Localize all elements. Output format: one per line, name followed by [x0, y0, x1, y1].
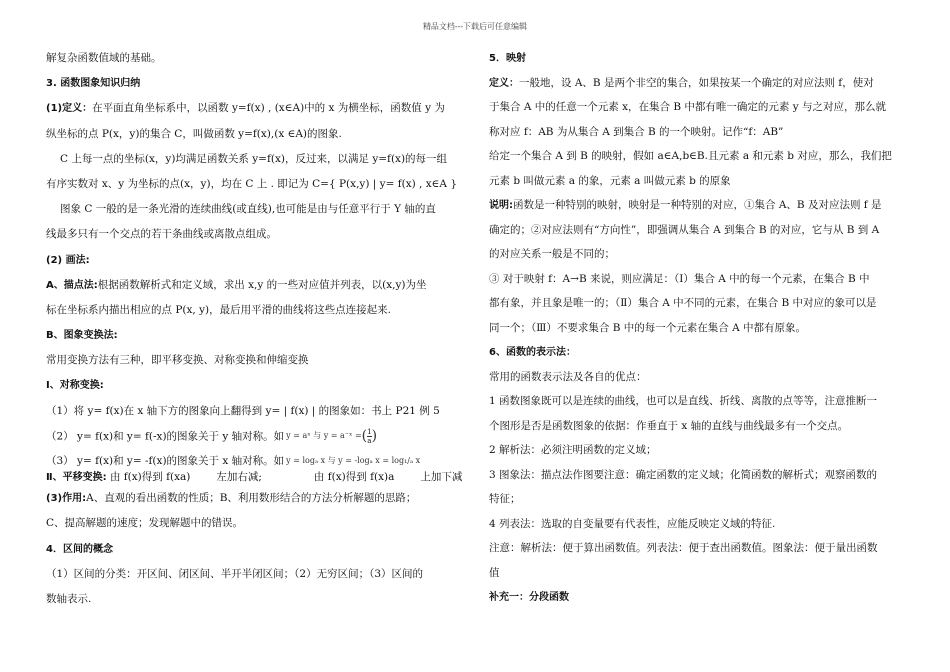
- text-line: 线最多只有一个交点的若干条曲线或离散点组成。: [46, 228, 277, 241]
- text-line: 3 图象法：描点法作图要注意：确定函数的定义域；化简函数的解析式；观察函数的: [489, 468, 878, 481]
- text-line: C、提高解题的速度；发现解题中的错误。: [46, 517, 244, 530]
- text-line: 1 函数图象既可以是连续的曲线，也可以是直线、折线、离散的点等等，注意推断一: [489, 395, 878, 407]
- formula: y = aˣ 与 y = a⁻ˣ =: [286, 431, 362, 441]
- text-line: 给定一个集合 A 到 B 的映射，假如 a∈A,b∈B.且元素 a 和元素 b 对应，那么，我们把: [489, 150, 892, 162]
- symmetry-example-2: （2） y= f(x)和 y= f(-x)的图象关于 y 轴对称。如 y = aˣ 与 y = a⁻ˣ =( $\frac{1}{a}$ ): [46, 427, 378, 445]
- effect-paragraph: (3)作用:A、直观的看出函数的性质；B、利用数形结合的方法分析解题的思路；: [46, 492, 417, 505]
- formula: y = logₐ x 与 y = -logₐ x = log₁/ₐ x: [286, 456, 421, 465]
- text-line: 数轴表示.: [46, 592, 92, 605]
- text-line: 都有象，并且象是唯一的；（Ⅱ）集合 A 中不同的元素，在集合 B 中对应的象可以是: [489, 297, 877, 309]
- text-line: 于集合 A 中的任意一个元素 x，在集合 B 中都有唯一确定的元素 y 与之对应，那么就: [489, 101, 887, 113]
- drawing-method-title: (2) 画法:: [46, 254, 90, 266]
- text-line: 标在坐标系内描出相应的点 P(x, y)，最后用平滑的曲线将这些点连接起来.: [46, 303, 391, 316]
- text-line: 个图形是否是函数图象的依据：作垂直于 x 轴的直线与曲线最多有一个交点。: [489, 419, 849, 432]
- text-line: 的对应关系一般是不同的；: [489, 248, 615, 260]
- text-line: 同一个；（Ⅲ）不要求集合 B 中的每一个元素在集合 A 中都有原象。: [489, 321, 807, 334]
- point-plot-label: A、描点法:: [46, 279, 98, 291]
- text-line: 常用变换方法有三种，即平移变换、对称变换和伸缩变换: [46, 354, 309, 367]
- section-3-title: 3. 函数图象知识归纳: [46, 78, 141, 90]
- text-line: 有序实数对 x、y 为坐标的点(x，y)，均在 C 上 . 即记为 C={ P(x,y) | y= f(x) , x∈A }: [46, 177, 458, 190]
- mapping-definition: 定义：一般地，设 A、B 是两个非空的集合，如果按某一个确定的对应法则 f，使对: [489, 76, 874, 89]
- text-line: 称对应 f：AB 为从集合 A 到集合 B 的一个映射。记作“f：AB”: [489, 125, 784, 138]
- text-line: 特征；: [489, 493, 521, 505]
- note-paragraph: 说明:函数是一种特别的映射，映射是一种特别的对应，①集合 A、B 及对应法则 f 是: [489, 199, 882, 211]
- text-line: 注意：解析法：便于算出函数值。列表法：便于查出函数值。图象法：便于量出函数: [489, 542, 878, 554]
- left-column: [46, 46, 463, 612]
- text-line: ③ 对于映射 f：A→B 来说，则应满足：（Ⅰ）集合 A 中的每一个元素，在集合 B 中: [489, 272, 870, 285]
- text-line: 值: [489, 566, 500, 579]
- definition-label: (1)定义：: [46, 103, 93, 115]
- symmetry-example-3: （3） y= f(x)和 y= -f(x)的图象关于 x 轴对称。如 y = logₐ x 与 y = -logₐ x = log₁/ₐ x: [46, 455, 421, 467]
- fraction: $\frac{1}{a}$: [367, 427, 372, 445]
- text-line: 4 列表法：选取的自变量要有代表性，应能反映定义域的特征.: [489, 517, 776, 530]
- text-line: C 上每一点的坐标(x，y)均满足函数关系 y=f(x)，反过来，以满足 y=f(x)的每一组: [60, 152, 448, 165]
- text-line: 纵坐标的点 P(x，y)的集合 C，叫做函数 y=f(x),(x ∈A)的图象.: [46, 127, 342, 140]
- definition-paragraph: (1)定义：在平面直角坐标系中，以函数 y=f(x) , (x∈A)中的 x 为横坐标，函数值 y 为: [46, 102, 445, 115]
- text-line: 元素 b 叫做元素 a 的象，元素 a 叫做元素 b 的原象: [489, 174, 731, 187]
- text-line: 2 解析法：必须注明函数的定义域；: [489, 444, 657, 456]
- translation-line: Ⅱ、平移变换: 由 f(x)得到 f(xa) 左加右减; 由 f(x)得到 f(x)a 上加下减: [46, 471, 463, 484]
- right-column: [489, 46, 905, 610]
- section-6-title: 6、函数的表示法：: [489, 347, 576, 358]
- point-plot-paragraph: A、描点法:根据函数解析式和定义域，求出 x,y 的一些对应值并列表，以(x,y)为坐: [46, 278, 427, 291]
- text-line: 解复杂函数值域的基础。: [46, 52, 162, 64]
- symmetry-title: Ⅰ、对称变换:: [46, 380, 104, 392]
- text-line: 确定的；②对应法则有“方向性”，即强调从集合 A 到集合 B 的对应，它与从 B 到 A: [489, 223, 880, 236]
- text-line: 图象 C 一般的是一条光滑的连续曲线(或直线),也可能是由与任意平行于 Y 轴的直: [60, 203, 436, 216]
- definition-label: 定义：: [489, 77, 519, 89]
- page-header: 精品文档---下载后可任意编辑: [422, 22, 528, 31]
- section-4-title: 4．区间的概念: [46, 543, 113, 555]
- transform-method-title: B、图象变换法:: [46, 330, 118, 342]
- note-label: 说明:: [489, 200, 513, 211]
- supplement-title: 补充一：分段函数: [489, 592, 569, 603]
- text-line: （1）区间的分类：开区间、闭区间、半开半闭区间；（2）无穷区间；（3）区间的: [46, 567, 424, 580]
- effect-label: (3)作用:: [46, 493, 87, 505]
- text-line: （1）将 y= f(x)在 x 轴下方的图象向上翻得到 y= | f(x) | 的图象如：书上 P21 例 5: [46, 404, 440, 417]
- section-5-title: 5．映射: [489, 53, 526, 64]
- text-line: 常用的函数表示法及各自的优点：: [489, 370, 647, 383]
